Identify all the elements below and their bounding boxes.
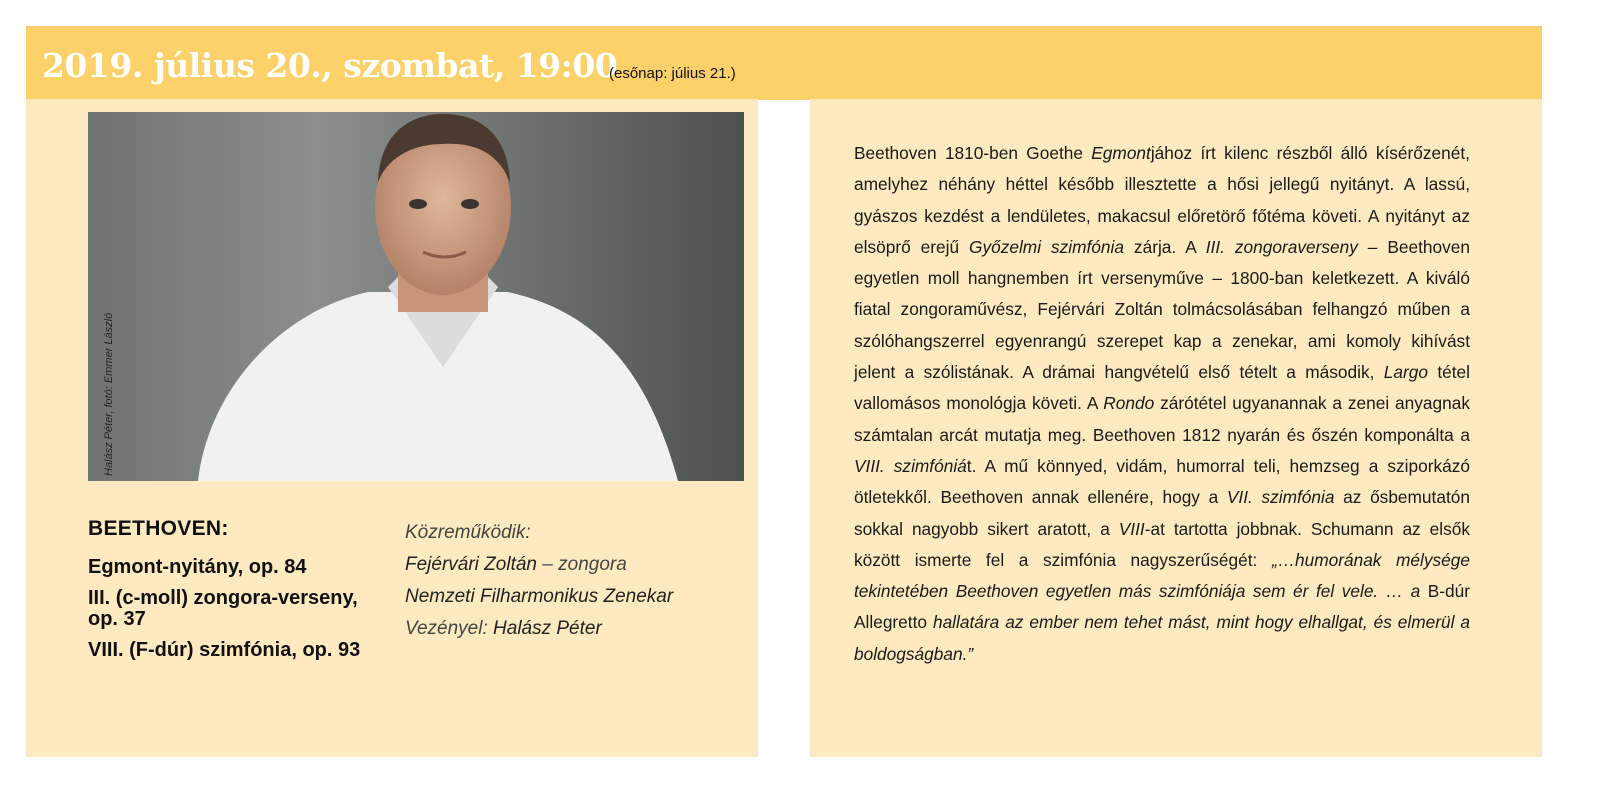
italic-run: Rondo — [1103, 393, 1155, 414]
quote-run: B-dúr Allegretto — [854, 581, 1470, 633]
performers-label: Közreműködik: — [405, 522, 531, 543]
italic-run: Egmont — [1091, 143, 1151, 163]
text-run: tétel vallomásos monológja követi. A — [854, 362, 1470, 414]
italic-run: VIII. szimfóniá — [854, 455, 967, 476]
text-run: zárótétel ugyanannak a zenei anyagnak számtalan arcát mutatja meg. Beethoven 1812 nyarán és őszén komponálta a — [854, 393, 1470, 445]
text-run: t. A mű könnyed, vidám, humorral teli, hemzseg a sziporkázó ötletekkől. Beethoven annak ellenére, hogy a — [854, 455, 1470, 508]
italic-run: Győzelmi szimfónia — [969, 236, 1124, 257]
text-run: – Beethoven egyetlen moll hangnemben írt versenyműve – 1800-ban keletkezett. A kiváló fiatal zongoraművész, Fejérvári Zoltán tolmácsolásában felhangzó műben a szólóhangszerrel egyenrangú szerepet kap a zenekar, ami komoly kihívást jelent a szólistának. A drámai hangvételű első tételt a második, — [854, 236, 1470, 383]
portrait-illustration — [88, 112, 744, 481]
text-run: zárja. A — [1123, 236, 1206, 257]
text-run: jához írt kilenc részből álló kísérőzenét, amelyhez néhány héttel később illesztette a hősi jellegű nyitányt. A lassú, gyászos kezdést a lendületes, makacsul előretörő főtéma követi. A nyitányt az elsöprő erejű — [854, 143, 1470, 257]
italic-run: Largo — [1383, 362, 1428, 383]
text-run: az ősbemutatón sokkal nagyobb sikert aratott, a — [854, 487, 1470, 539]
program-list — [88, 517, 378, 671]
quote-run: „…humorának mélysége tekintetében Beethoven egyetlen más szimfóniája sem ér fel vele. … a — [854, 549, 1470, 602]
italic-run: VII. szimfónia — [1226, 487, 1335, 508]
conductor-label: Vezényel: — [405, 618, 488, 639]
event-date: 2019. július 20., szombat, 19:00 — [42, 46, 618, 85]
program-work: III. (c-moll) zongora-verseny, op. 37 — [88, 587, 358, 630]
conductor-line — [405, 613, 745, 645]
conductor-photo — [88, 112, 744, 481]
text-run: Beethoven 1810-ben Goethe — [854, 143, 1092, 163]
soloist-name: Fejérvári Zoltán — [405, 554, 537, 575]
description-text — [854, 138, 1470, 670]
orchestra-name: Nemzeti Filharmonikus Zenekar — [405, 586, 674, 607]
performers — [405, 517, 745, 645]
conductor-name: Halász Péter — [487, 618, 602, 639]
soloist-role: – zongora — [537, 554, 627, 575]
quote-run: hallatára az ember nem tehet mást, mint hogy elhallgat, és elmerül a boldogságban.” — [854, 612, 1470, 664]
description-paragraph — [854, 138, 1470, 670]
rain-date: (esőnap: július 21.) — [609, 65, 736, 82]
program-work: Egmont-nyitány, op. 84 — [88, 556, 307, 578]
italic-run: VIII — [1118, 518, 1145, 539]
photo-credit: Halász Péter, fotó: Emmer László — [103, 312, 115, 476]
italic-run: III. zongoraverseny — [1205, 236, 1358, 257]
soloist-line — [405, 549, 745, 581]
program-work: VIII. (F-dúr) szimfónia, op. 93 — [88, 639, 361, 661]
composer-name: BEETHOVEN: — [88, 517, 229, 540]
text-run: -at tartotta jobbnak. Schumann az elsők között ismerte fel a szimfónia nagyszerűségét: — [854, 518, 1470, 570]
